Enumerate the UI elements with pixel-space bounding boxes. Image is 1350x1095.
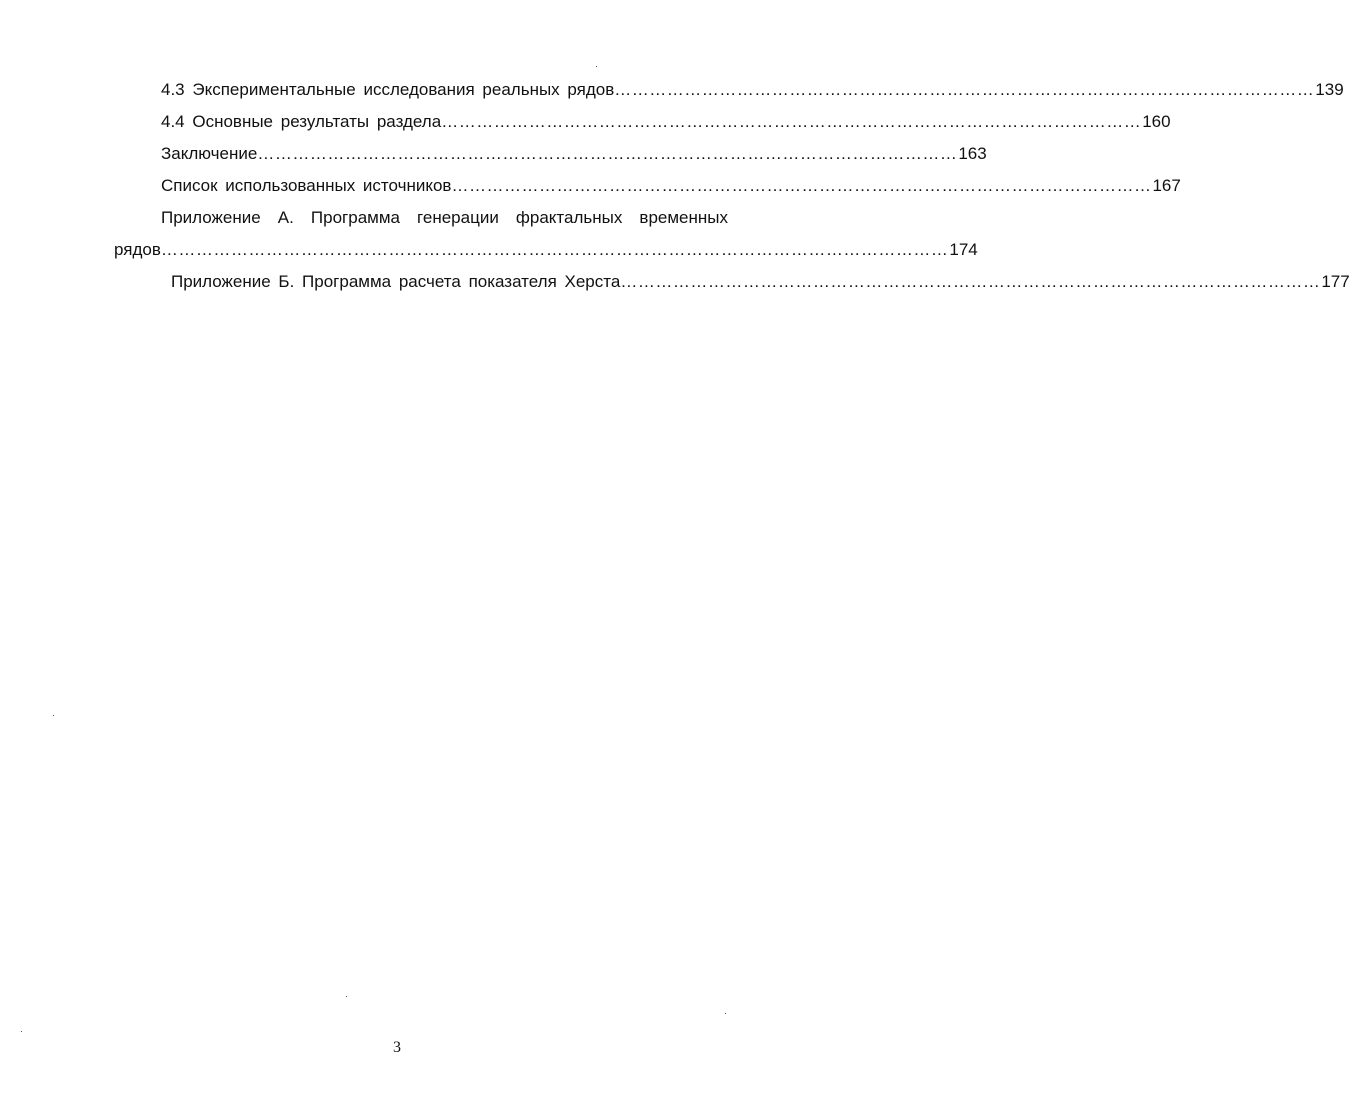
toc-leader-dots: ………………………………………………………………………………………………………… bbox=[620, 272, 1321, 291]
toc-entry-title: 4.3 Экспериментальные исследования реальных рядов bbox=[161, 80, 615, 99]
toc-entry-appendix-b bbox=[171, 272, 1350, 292]
toc-entry-title: 4.4 Основные результаты раздела bbox=[161, 112, 442, 131]
toc-entry-title: Заключение bbox=[161, 144, 258, 163]
toc-entry-appendix-a-line2 bbox=[114, 240, 978, 260]
scan-speck bbox=[53, 715, 54, 716]
toc-entry-title-word: Приложение bbox=[161, 208, 261, 227]
toc-entry-page: 174 bbox=[949, 240, 978, 259]
toc-entry-title: Список использованных источников bbox=[161, 176, 452, 195]
toc-entry-title-word: генерации bbox=[417, 208, 499, 227]
toc-leader-dots: ………………………………………………………………………………………………………… bbox=[257, 144, 958, 163]
scan-speck bbox=[346, 996, 347, 997]
toc-leader-dots: ………………………………………………………………………………………………………… bbox=[451, 176, 1152, 195]
page-number: 3 bbox=[393, 1039, 401, 1056]
toc-entry-page: 163 bbox=[958, 144, 987, 163]
toc-entry-references bbox=[161, 176, 1181, 196]
toc-leader-dots: ………………………………………………………………………………………………………… bbox=[441, 112, 1142, 131]
scan-speck bbox=[725, 1013, 726, 1014]
toc-entry-title: рядов bbox=[114, 240, 161, 259]
toc-entry-page: 177 bbox=[1321, 272, 1350, 291]
scan-speck bbox=[596, 66, 597, 67]
scan-speck bbox=[21, 1031, 22, 1032]
toc-leader-dots: ……………………………………………………………………………………………………………………… bbox=[160, 240, 949, 259]
toc-entry-conclusion bbox=[161, 144, 987, 164]
toc-entry-title-word: А. bbox=[277, 208, 294, 227]
toc-entry-title-word: Программа bbox=[310, 208, 400, 227]
toc-entry-title-word: фрактальных bbox=[515, 208, 623, 227]
toc-leader-dots: ………………………………………………………………………………………………………… bbox=[614, 80, 1315, 99]
toc-entry-page: 139 bbox=[1315, 80, 1344, 99]
toc-entry-title-word: временных bbox=[639, 208, 728, 227]
toc-entry-appendix-a-line1 bbox=[161, 208, 728, 228]
toc-entry-page: 160 bbox=[1142, 112, 1171, 131]
toc-entry-4-3 bbox=[161, 80, 1344, 100]
toc-entry-title: Приложение Б. Программа расчета показателя Херста bbox=[171, 272, 621, 291]
toc-entry-page: 167 bbox=[1152, 176, 1181, 195]
toc-entry-4-4 bbox=[161, 112, 1171, 132]
